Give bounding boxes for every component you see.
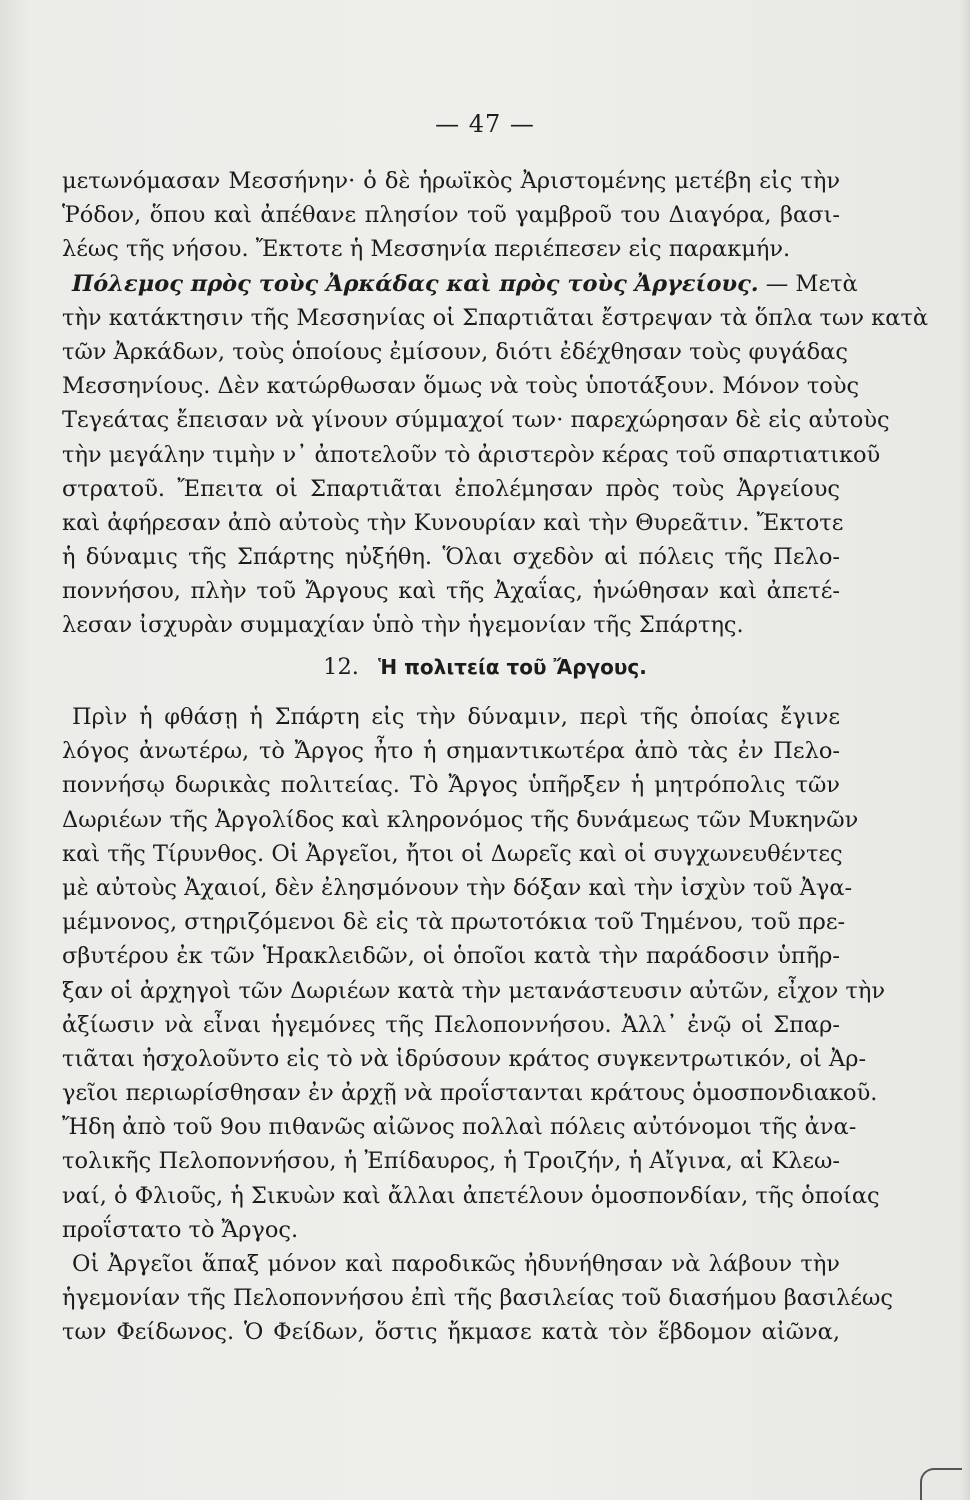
paragraph-3 bbox=[62, 700, 894, 1350]
text-line: ξαν οἱ ἀρχηγοὶ τῶν Δωριέων κατὰ τὴν μετανάστευσιν αὐτῶν, εἶχον τὴν bbox=[62, 977, 886, 1004]
text-line: ἡ δύναμις τῆς Σπάρτης ηὐξήθη. Ὅλαι σχεδὸν αἱ πόλεις τῆς Πελο- bbox=[62, 544, 840, 571]
text-line: ἀξίωσιν νὰ εἶναι ἡγεμόνες τῆς Πελοποννήσου. Ἀλλ᾽ ἐνῷ οἱ Σπαρ- bbox=[62, 1011, 840, 1038]
text-line: μέμνονος, στηριζόμενοι δὲ εἰς τὰ πρωτοτόκια τοῦ Τημένου, τοῦ πρε- bbox=[62, 909, 846, 936]
subheading: Πόλεμος πρὸς τοὺς Ἀρκάδας καὶ πρὸς τοὺς Ἀργείους. bbox=[72, 270, 759, 297]
text-line: καὶ ἀφήρεσαν ἀπὸ αὐτοὺς τὴν Κυνουρίαν καὶ τὴν Θυρεᾶτιν. Ἔκτοτε bbox=[62, 509, 844, 536]
text-line: λέως τῆς νήσου. Ἔκτοτε ἡ Μεσσηνία περιέπεσεν εἰς παρακμήν. bbox=[62, 236, 791, 263]
text-line: Τεγεάτας ἔπεισαν νὰ γίνουν σύμμαχοί των· παρεχώρησαν δὲ εἰς αὐτοὺς bbox=[62, 407, 890, 434]
text-line: Μεσσηνίους. Δὲν κατώρθωσαν ὅμως νὰ τοὺς ὑποτάξουν. Μόνον τοὺς bbox=[62, 373, 860, 400]
text-line: τολικῆς Πελοποννήσου, ἡ Ἐπίδαυρος, ἡ Τροιζήν, ἡ Αἴγινα, αἱ Κλεω- bbox=[62, 1148, 840, 1175]
text-line: Ῥόδον, ὅπου καὶ ἀπέθανε πλησίον τοῦ γαμβροῦ του Διαγόρα, βασι- bbox=[62, 202, 840, 229]
text-line: Ἤδη ἀπὸ τοῦ 9ου πιθανῶς αἰῶνος πολλαὶ πόλεις αὐτόνομοι τῆς ἀνα- bbox=[62, 1114, 857, 1141]
subheading-tail: — Μετὰ bbox=[765, 270, 858, 297]
text-line: λόγος ἀνωτέρω, τὸ Ἄργος ἦτο ἡ σημαντικωτέρα ἀπὸ τὰς ἐν Πελο- bbox=[62, 738, 840, 765]
text-line: μετωνόμασαν Μεσσήνην· ὁ δὲ ἡρωϊκὸς Ἀριστομένης μετέβη εἰς τὴν bbox=[62, 168, 840, 194]
text-line: τῶν Ἀρκάδων, τοὺς ὁποίους ἐμίσουν, διότι ἐδέχθησαν τοὺς φυγάδας bbox=[62, 338, 848, 365]
text-line: μὲ αὐτοὺς Ἀχαιοί, δὲν ἐλησμόνουν τὴν δόξαν καὶ τὴν ἰσχὺν τοῦ Ἀγα- bbox=[62, 874, 853, 901]
subheading-line bbox=[62, 267, 858, 301]
text-line: ναί, ὁ Φλιοῦς, ἡ Σικυὼν καὶ ἄλλαι ἀπετέλουν ὁμοσπονδίαν, τῆς ὁποίας bbox=[62, 1182, 880, 1209]
text-line: προΐστατο τὸ Ἄργος. bbox=[62, 1216, 299, 1243]
section-title: Ἡ πολιτεία τοῦ Ἄργους. bbox=[378, 655, 647, 679]
paragraph-1 bbox=[62, 164, 929, 643]
text-line: Δωριέων τῆς Ἀργολίδος καὶ κληρονόμος τῆς δυνάμεως τῶν Μυκηνῶν bbox=[62, 806, 859, 833]
text-line: των Φείδωνος. Ὁ Φείδων, ὅστις ἤκμασε κατὰ τὸν ἕβδομον αἰῶνα, bbox=[62, 1319, 840, 1346]
text-line: τὴν κατάκτησιν τῆς Μεσσηνίας οἱ Σπαρτιᾶται ἔστρεψαν τὰ ὅπλα των κατὰ bbox=[62, 304, 929, 331]
page-corner-mark bbox=[920, 1468, 962, 1500]
text-line: ποννήσῳ δωρικὰς πολιτείας. Τὸ Ἄργος ὑπῆρξεν ἡ μητρόπολις τῶν bbox=[62, 772, 840, 799]
section-heading bbox=[0, 650, 970, 684]
text-line: στρατοῦ. Ἔπειτα οἱ Σπαρτιᾶται ἐπολέμησαν πρὸς τοὺς Ἀργείους bbox=[62, 475, 840, 502]
text-line: σβυτέρου ἐκ τῶν Ἡρακλειδῶν, οἱ ὁποῖοι κατὰ τὴν παράδοσιν ὑπῆρ- bbox=[62, 943, 840, 970]
text-line: Οἱ Ἀργεῖοι ἅπαξ μόνον καὶ παροδικῶς ἠδυνήθησαν νὰ λάβουν τὴν bbox=[72, 1251, 840, 1277]
text-line: Πρὶν ἡ φθάσῃ ἡ Σπάρτη εἰς τὴν δύναμιν, περὶ τῆς ὁποίας ἔγινε bbox=[72, 704, 840, 730]
section-number: 12. bbox=[323, 654, 359, 680]
text-line: καὶ τῆς Τίρυνθος. Οἱ Ἀργεῖοι, ἤτοι οἱ Δωρεῖς καὶ οἱ συγχωνευθέντες bbox=[62, 840, 843, 867]
text-line: ἡγεμονίαν τῆς Πελοποννήσου ἐπὶ τῆς βασιλείας τοῦ διασήμου βασιλέως bbox=[62, 1285, 894, 1312]
text-line: τιᾶται ἠσχολοῦντο εἰς τὸ νὰ ἱδρύσουν κράτος συγκεντρωτικόν, οἱ Ἀρ- bbox=[62, 1045, 867, 1072]
text-line: λεσαν ἰσχυρὰν συμμαχίαν ὑπὸ τὴν ἡγεμονίαν τῆς Σπάρτης. bbox=[62, 612, 744, 639]
page-number: — 47 — bbox=[435, 110, 535, 138]
text-line: τὴν μεγάλην τιμὴν ν᾽ ἀποτελοῦν τὸ ἀριστερὸν κέρας τοῦ σπαρτιατικοῦ bbox=[62, 441, 881, 468]
text-line: γεῖοι περιωρίσθησαν ἐν ἀρχῇ νὰ προΐστανται κράτους ὁμοσπονδιακοῦ. bbox=[62, 1080, 878, 1107]
text-line: ποννήσου, πλὴν τοῦ Ἄργους καὶ τῆς Ἀχαΐας, ἡνώθησαν καὶ ἀπετέ- bbox=[62, 578, 840, 605]
